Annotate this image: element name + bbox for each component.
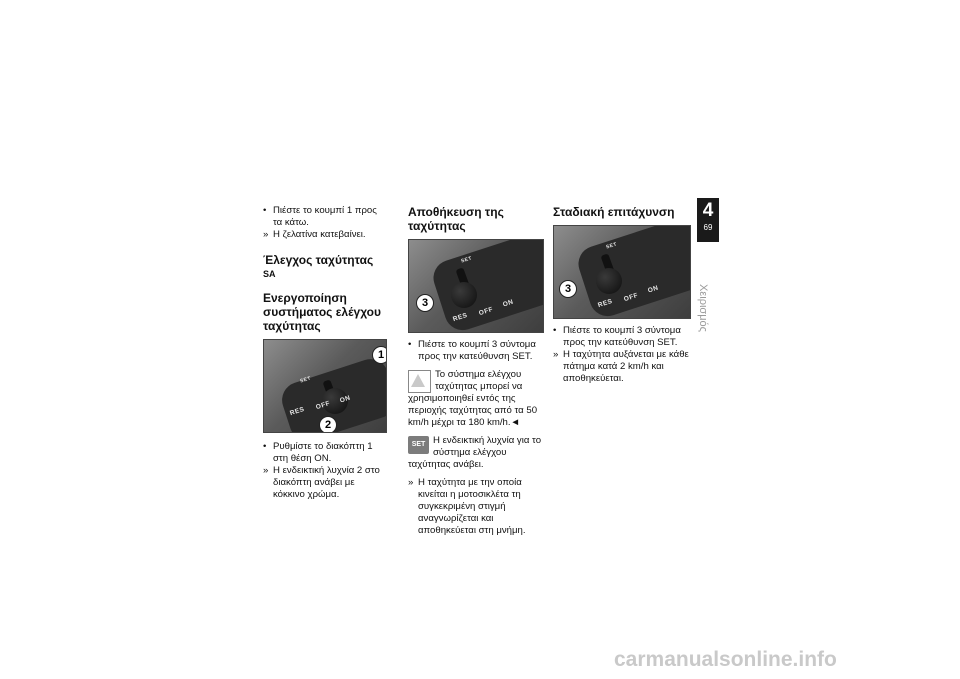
callout-3: 3 — [416, 294, 434, 312]
cruise-switch — [451, 282, 477, 308]
instruction-text: Πιέστε το κουμπί 1 προς τα κάτω. — [273, 205, 377, 228]
column-2 — [408, 205, 544, 537]
result-text: Η ενδεικτική λυχνία 2 στο διακόπτη ανάβει με κόκκινο χρώμα. — [273, 465, 380, 500]
set-engraving: SET — [460, 255, 473, 265]
set-indicator-icon: SET — [408, 436, 429, 454]
warning-triangle-icon — [408, 370, 431, 393]
instruction-step — [408, 339, 544, 363]
result-step — [553, 349, 691, 385]
result-step — [408, 477, 544, 537]
result-mark: » — [408, 477, 414, 488]
subsection-heading: Ενεργοποίηση συστήματος ελέγχου ταχύτητας — [263, 291, 381, 333]
on-engraving: ON — [339, 394, 352, 405]
bullet-mark: • — [408, 339, 412, 350]
page-number: 69 — [703, 223, 713, 232]
handlebar-housing — [574, 225, 691, 319]
result-mark: » — [263, 465, 269, 476]
on-engraving: ON — [502, 298, 515, 309]
section-label: Χειρισμός — [696, 284, 709, 332]
section-sidebar — [695, 280, 721, 340]
switch-photo — [263, 339, 387, 433]
instruction-text: Πιέστε το κουμπί 3 σύντομα προς την κατεύθυνση SET. — [418, 339, 536, 362]
result-mark: » — [263, 229, 269, 240]
chapter-tab — [697, 198, 719, 242]
callout-2: 2 — [319, 416, 337, 433]
set-engraving: SET — [605, 241, 618, 251]
result-step — [263, 465, 387, 501]
result-text: Η ταχύτητα αυξάνεται με κάθε πάτημα κατά 2 km/h και αποθηκεύεται. — [563, 349, 689, 384]
instruction-text: Πιέστε το κουμπί 3 σύντομα προς την κατεύθυνση SET. — [563, 325, 681, 348]
cruise-switch — [596, 268, 622, 294]
section-heading: Σταδιακή επιτάχυνση — [553, 205, 675, 219]
res-engraving: RES — [452, 311, 469, 324]
off-engraving: OFF — [623, 291, 640, 304]
indicator-block — [408, 435, 544, 471]
sa-superscript: SA — [263, 269, 276, 279]
result-step — [263, 229, 387, 241]
off-engraving: OFF — [478, 305, 495, 318]
bullet-mark: • — [553, 325, 557, 336]
instruction-step — [553, 325, 691, 349]
set-engraving: SET — [299, 375, 312, 385]
result-text: Η ταχύτητα με την οποία κινείται η μοτοσικλέτα τη συγκεκριμένη στιγμή αναγνωρίζεται και αποθηκεύεται στη μνήμη. — [418, 477, 526, 536]
column-1 — [263, 205, 387, 501]
watermark: carmanualsonline.info — [614, 648, 837, 671]
callout-1: 1 — [372, 346, 387, 364]
instruction-text: Ρυθμίστε το διακόπτη 1 στη θέση ON. — [273, 441, 373, 464]
note-block — [408, 369, 544, 429]
end-mark: ◄ — [510, 417, 521, 428]
result-text: Η ζελατίνα κατεβαίνει. — [273, 229, 366, 240]
result-mark: » — [553, 349, 559, 360]
res-engraving: RES — [597, 297, 614, 310]
indicator-text: Η ενδεικτική λυχνία για το σύστημα ελέγχου ταχύτητας ανάβει. — [408, 435, 542, 470]
chapter-number: 4 — [702, 200, 714, 221]
callout-3: 3 — [559, 280, 577, 298]
note-text: Το σύστημα ελέγχου ταχύτητας μπορεί να χρησιμοποιηθεί εντός της περιοχής ταχύτητας από τα 50 km/h μέχρι τα 180 km/h. — [408, 369, 538, 428]
instruction-step — [263, 441, 387, 465]
off-engraving: OFF — [315, 399, 332, 412]
column-3 — [553, 205, 691, 385]
res-engraving: RES — [289, 405, 306, 418]
bullet-mark: • — [263, 441, 267, 452]
switch-photo — [408, 239, 544, 333]
handlebar-housing — [429, 239, 544, 333]
section-heading-text: Έλεγχος ταχύτητας — [263, 253, 374, 267]
bullet-mark: • — [263, 205, 267, 216]
on-engraving: ON — [647, 284, 660, 295]
section-heading — [263, 253, 387, 285]
switch-photo — [553, 225, 691, 319]
section-heading: Αποθήκευση της ταχύτητας — [408, 205, 504, 233]
instruction-step — [263, 205, 387, 229]
